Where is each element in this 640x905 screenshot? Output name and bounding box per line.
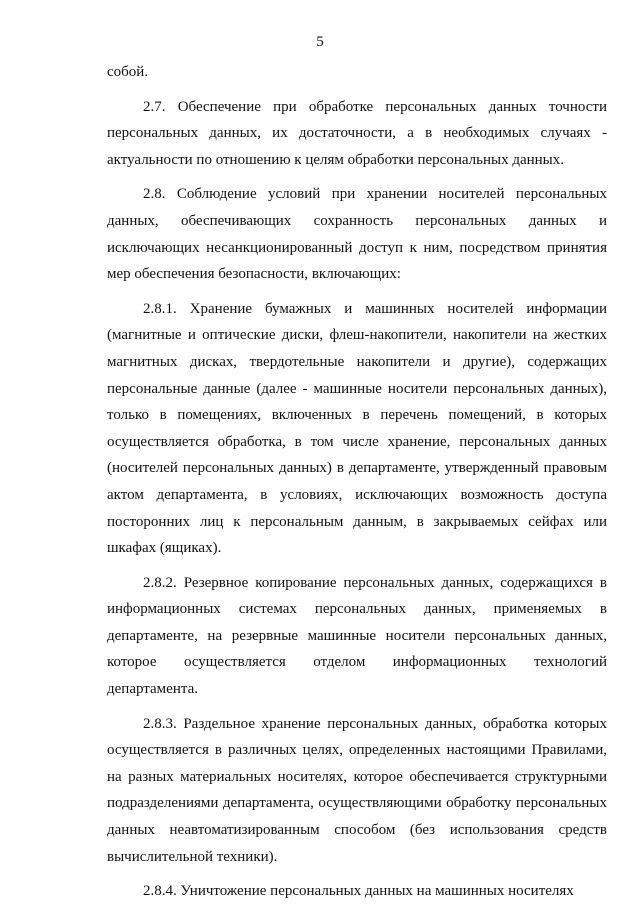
paragraph-2-8-4: 2.8.4. Уничтожение персональных данных на машинных носителях: [143, 883, 574, 900]
paragraph-2-8-2: 2.8.2. Резервное копирование персональных данных, содержащихся в информационных системах персональных данных, применяемых в департаменте, на резервные машинные носители персональных данных, которое осуществляется отделом информационных технологий департамента.: [107, 574, 607, 698]
paragraph-2-8: 2.8. Соблюдение условий при хранении носителей персональных данных, обеспечивающих сохранность персональных данных и исключающих несанкционированный доступ к ним, посредством принятия мер обеспечения безопасности, включающих:: [107, 186, 607, 283]
document-body: [107, 59, 607, 905]
paragraph-2-7: 2.7. Обеспечение при обработке персональных данных точности персональных данных, их достаточности, а в необходимых случаях - актуальности по отношению к целям обработки персональных данных.: [107, 98, 607, 168]
paragraph-continuation: собой.: [107, 64, 149, 80]
paragraph-2-8-1: 2.8.1. Хранение бумажных и машинных носителей информации (магнитные и оптические диски, флеш-накопители, накопители на жестких магнитных дисках, твердотельные накопители и другие), содержащих персональные данные (далее - машинные носители персональных данных), только в помещениях, включенных в перечень помещений, в которых осуществляется обработка, в том числе хранение, персональных данных (носителей персональных данных) в департаменте, утвержденный правовым актом департамента, в условиях, исключающих возможность доступа посторонних лиц к персональным данным, в закрываемых сейфах или шкафах (ящиках).: [107, 300, 607, 557]
page-number: 5: [316, 34, 324, 50]
paragraph-2-8-3: 2.8.3. Раздельное хранение персональных данных, обработка которых осуществляется в различных целях, определенных настоящими Правилами, на разных материальных носителях, которое обеспечивается структурными подразделениями департамента, осуществляющими обработку персональных данных неавтоматизированным способом (без использования средств вычислительной техники).: [107, 715, 607, 865]
